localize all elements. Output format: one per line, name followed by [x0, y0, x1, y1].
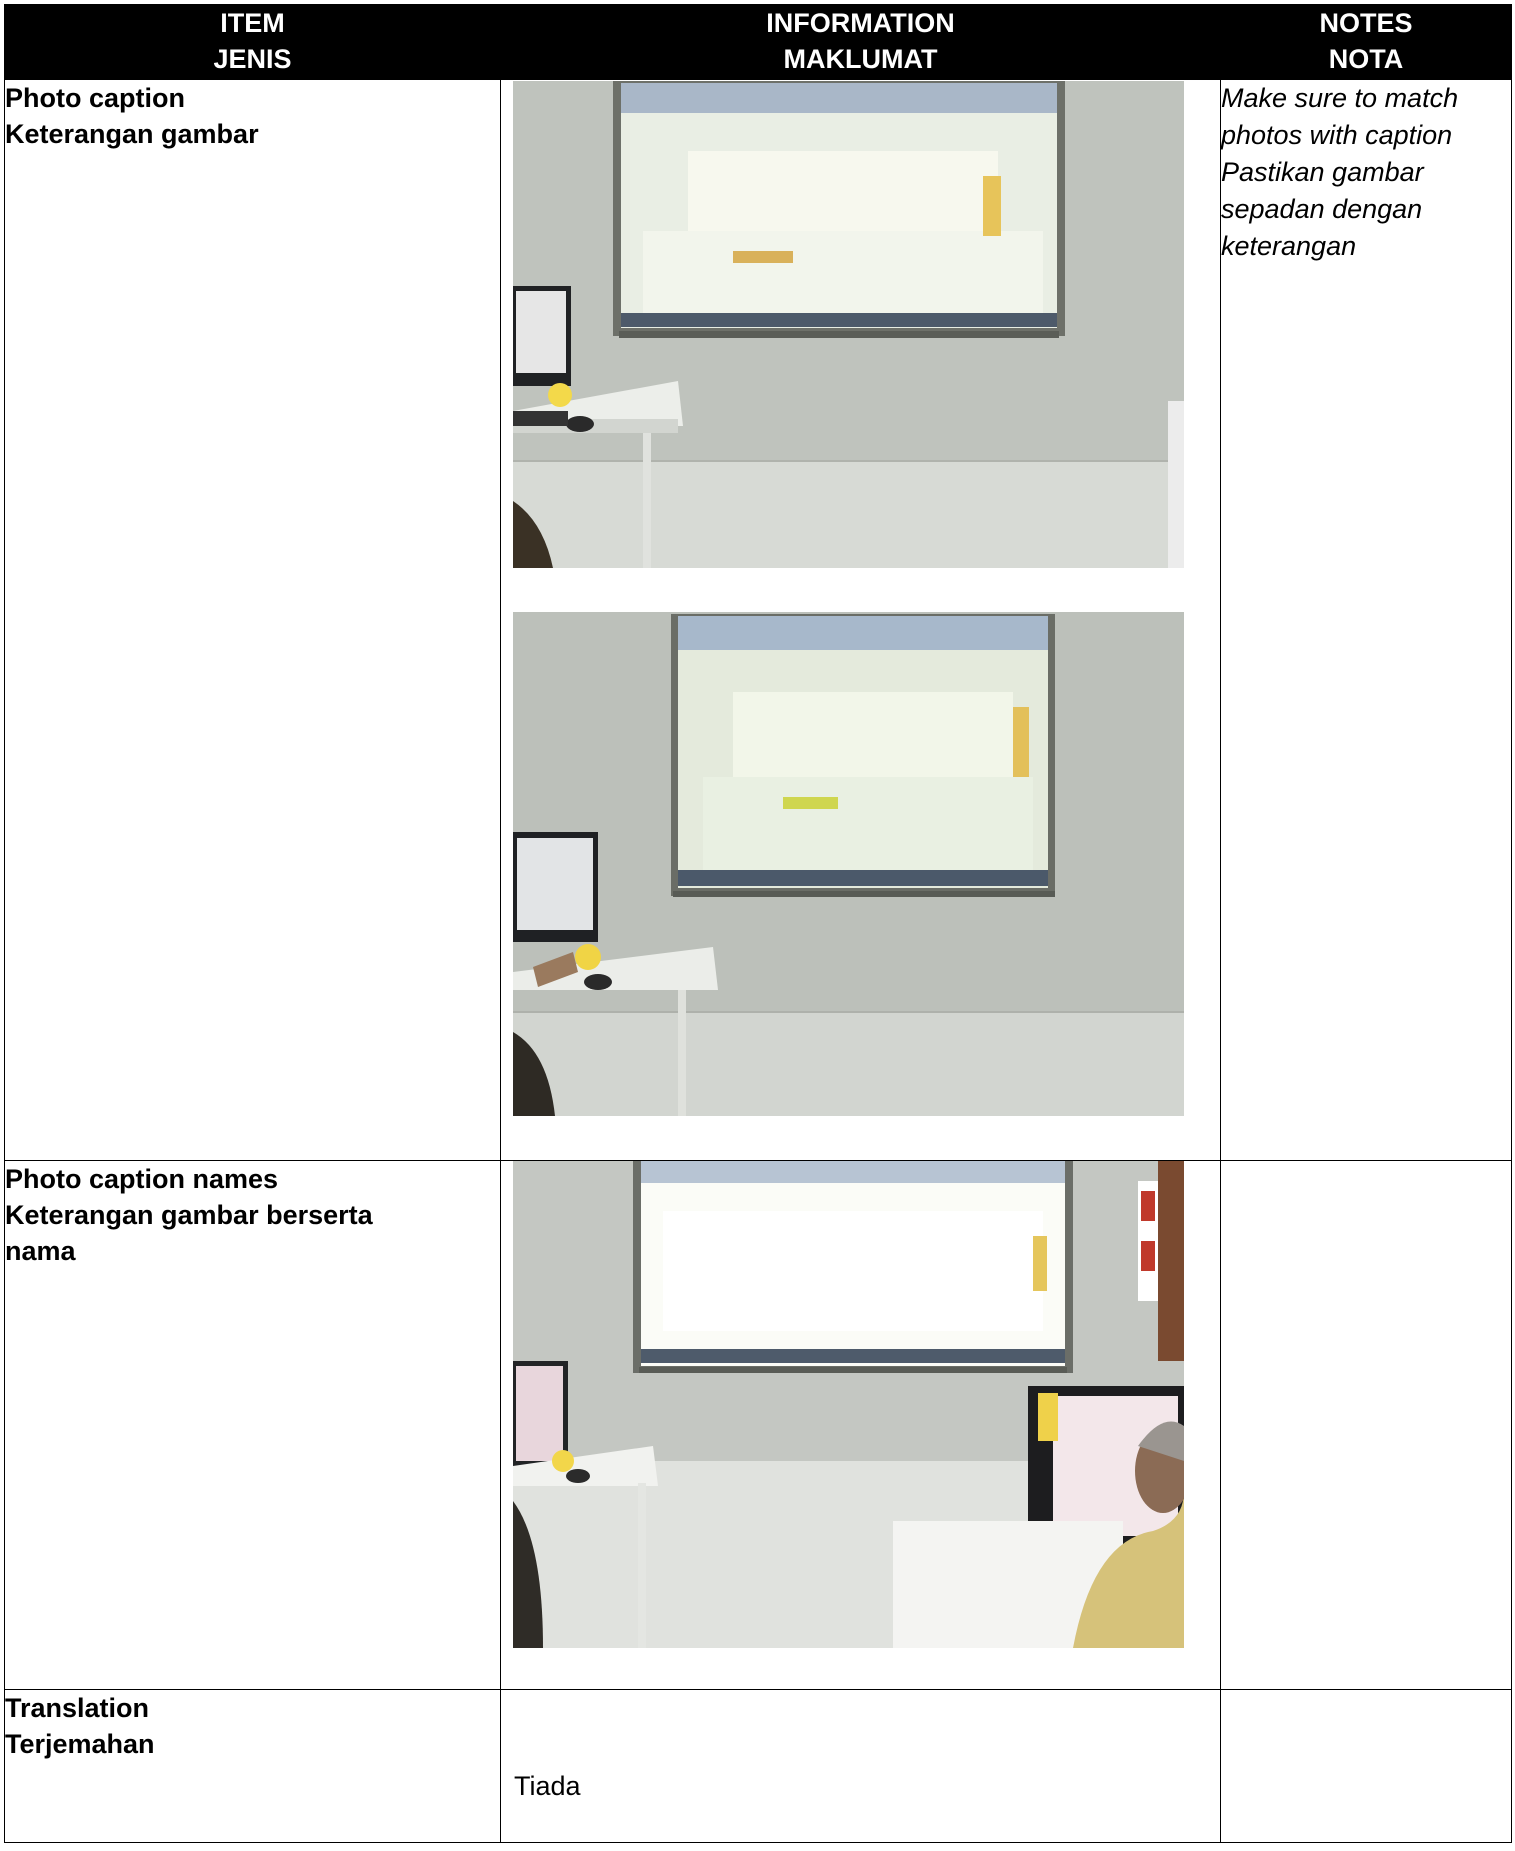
- item-cell: [5, 1161, 501, 1690]
- note-line: Pastikan gambar: [1221, 157, 1424, 187]
- header-information: [501, 5, 1221, 80]
- information-cell: [501, 1161, 1221, 1690]
- note-line: photos with caption: [1221, 120, 1453, 150]
- table-row: [5, 1690, 1512, 1843]
- table-row: [5, 80, 1512, 1161]
- information-cell: [501, 80, 1221, 1161]
- header-item-en: ITEM: [220, 8, 285, 38]
- table-header-row: [5, 5, 1512, 80]
- note-line: keterangan: [1221, 231, 1357, 261]
- item-label: Terjemahan: [5, 1729, 155, 1759]
- note-line: Make sure to match: [1221, 83, 1459, 113]
- translation-value: Tiada: [514, 1771, 581, 1801]
- item-label: nama: [5, 1236, 76, 1266]
- header-notes-en: NOTES: [1319, 8, 1413, 38]
- header-item-ms: JENIS: [213, 44, 292, 74]
- information-table: [4, 4, 1512, 1843]
- notes-cell: [1221, 1690, 1512, 1843]
- notes-cell: [1221, 80, 1512, 1161]
- item-cell: [5, 1690, 501, 1843]
- projector-photo-2: [513, 612, 1184, 1116]
- header-notes-ms: NOTA: [1328, 44, 1404, 74]
- item-label: Translation: [5, 1693, 150, 1723]
- projector-photo-3: [513, 1161, 1184, 1648]
- header-info-en: INFORMATION: [766, 8, 955, 38]
- header-notes: [1221, 5, 1512, 80]
- item-label: Photo caption names: [5, 1164, 279, 1194]
- table-row: [5, 1161, 1512, 1690]
- item-label: Photo caption: [5, 83, 185, 113]
- notes-cell: [1221, 1161, 1512, 1690]
- header-item: [5, 5, 501, 80]
- header-info-ms: MAKLUMAT: [783, 44, 938, 74]
- note-line: sepadan dengan: [1221, 194, 1423, 224]
- item-label: Keterangan gambar: [5, 119, 259, 149]
- projector-photo-1: [513, 81, 1184, 568]
- information-cell: [501, 1690, 1221, 1843]
- item-cell: [5, 80, 501, 1161]
- item-label: Keterangan gambar berserta: [5, 1200, 373, 1230]
